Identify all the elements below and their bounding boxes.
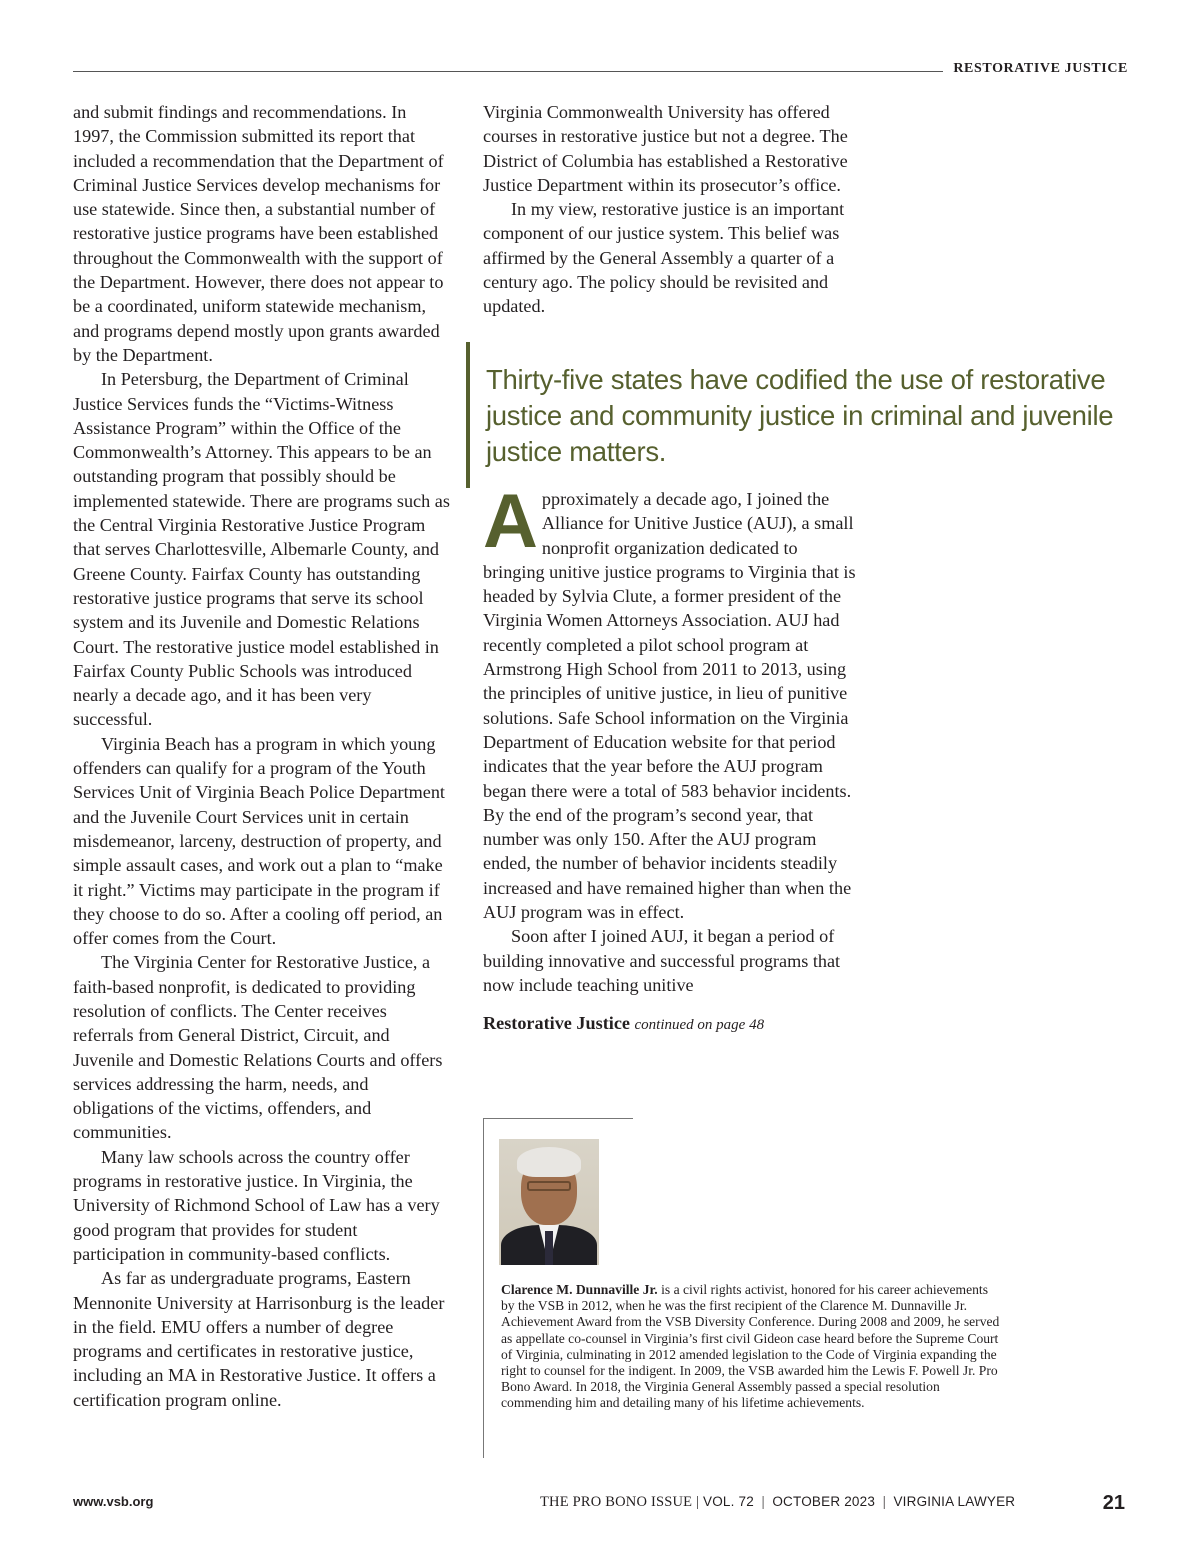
continued-note <box>483 1011 861 1037</box>
photo-glasses <box>527 1181 571 1191</box>
paragraph: The Virginia Center for Restorative Justice, a faith-based nonprofit, is dedicated to providing resolution of conflicts. The Center receives referrals from General District, Circuit, and Juvenile and Domestic Relations Courts and offers services addressing the harm, needs, and obligations of the victims, offenders, and communities. <box>73 952 443 1143</box>
article-column-mid-lower <box>483 479 861 1038</box>
paragraph: As far as undergraduate programs, Eastern Mennonite University at Harrisonburg is the leader in the field. EMU offers a number of degree programs and certificates in restorative justice, including an MA in Restorative Justice. It offers a certification program online. <box>73 1268 445 1410</box>
article-column-mid <box>483 100 861 319</box>
page-number: 21 <box>1102 1492 1125 1514</box>
author-photo <box>499 1139 599 1265</box>
footer-volume: VOL. 72 <box>703 1494 754 1509</box>
paragraph <box>483 479 861 924</box>
author-bio-text: is a civil rights activist, honored for his career achievements by the VSB in 2012, when he was the first recipient of the Clarence M. Dunnaville Jr. Achievement Award from the VSB Diversity Conference. During 2008 and 2009, he served as appellate co-counsel in Virginia’s first civil Gideon case heard before the Supreme Court of Virginia, culminating in 2012 amended legislation to the Code of Virginia expanding the right to counsel for the indigent. In 2009, the VSB awarded him the Lewis F. Powell Jr. Pro Bono Award. In 2018, the Virginia General Assembly passed a special resolution commending him and detailing many of his lifetime achievements. <box>501 1282 1000 1411</box>
continued-title: Restorative Justice <box>483 1013 630 1034</box>
footer-publication: VIRGINIA LAWYER <box>893 1494 1016 1509</box>
article-column-left <box>73 100 451 1412</box>
bio-rule-top <box>483 1118 633 1119</box>
photo-tie <box>545 1231 553 1265</box>
paragraph-text: pproximately a decade ago, I joined the Alliance for Unitive Justice (AUJ), a small nonprofit organization dedicated to bringing unitive justice programs to Virginia that is headed by Sylvia Clute, a former president of the Virginia Women Attorneys Association. AUJ had recently completed a pilot school program at Armstrong High School from 2011 to 2013, using the principles of unitive justice, in lieu of punitive solutions. Safe School information on the Virginia Department of Education website for that period indicates that the year before the AUJ program began there were a total of 583 behavior incidents. By the end of the program’s second year, that number was only 150. After the AUJ program ended, the number of behavior incidents steadily increased and have remained higher than when the AUJ program was in effect. <box>483 489 856 923</box>
paragraph: In Petersburg, the Department of Criminal Justice Services funds the “Victims-Witness Assistance Program” within the Office of the Commonwealth’s Attorney. This appears to be an outstanding program that possibly should be implemented statewide. There are programs such as the Central Virginia Restorative Justice Program that serves Charlottesville, Albemarle County, and Greene County. Fairfax County has outstanding restorative justice programs that serve its school system and its Juvenile and Domestic Relations Court. The restorative justice model established in Fairfax County Public Schools was introduced nearly a decade ago, and it has been very successful. <box>73 369 450 730</box>
paragraph: Many law schools across the country offer programs in restorative justice. In Virginia, the University of Richmond School of Law has a very good program that provides for student participation in community-based conflicts. <box>73 1146 440 1264</box>
bio-rule-left <box>483 1118 484 1458</box>
footer-website: www.vsb.org <box>73 1494 154 1509</box>
paragraph: Virginia Commonwealth University has offered courses in restorative justice but not a degree. The District of Columbia has established a Restorative Justice Department within its prosecutor’s office. <box>483 102 848 195</box>
continued-page: continued on page 48 <box>634 1017 765 1034</box>
author-name: Clarence M. Dunnaville Jr. <box>501 1282 658 1297</box>
paragraph: In my view, restorative justice is an important component of our justice system. This belief was affirmed by the General Assembly a quarter of a century ago. The policy should be revisited and updated. <box>483 199 845 317</box>
author-bio <box>501 1282 1001 1412</box>
photo-hair <box>517 1147 581 1177</box>
drop-cap: A <box>483 479 538 564</box>
paragraph: and submit findings and recommendations. In 1997, the Commission submitted its report that included a recommendation that the Department of Criminal Justice Services develop mechanisms for use statewide. Since then, a substantial number of restorative justice programs have been established throughout the Commonwealth with the support of the Department. However, there does not appear to be a coordinated, uniform statewide mechanism, and programs depend mostly upon grants awarded by the Department. <box>73 102 444 365</box>
footer-issue-info: THE PRO BONO ISSUE | VOL. 72 | OCTOBER 2023 | VIRGINIA LAWYER <box>540 1494 1016 1510</box>
footer-issue: THE PRO BONO ISSUE <box>540 1494 693 1510</box>
footer-date: OCTOBER 2023 <box>772 1494 876 1509</box>
section-label: RESTORATIVE JUSTICE <box>953 61 1128 76</box>
header-rule <box>73 71 943 72</box>
paragraph: Virginia Beach has a program in which young offenders can qualify for a program of the Youth Services Unit of Virginia Beach Police Department and the Juvenile Court Services unit in certain misdemeanor, larceny, destruction of property, and simple assault cases, and work out a plan to “make it right.” Victims may participate in the program if they choose to do so. After a cooling off period, an offer comes from the Court. <box>73 733 445 949</box>
pull-quote: Thirty-five states have codified the use of restorative justice and community justice in criminal and juvenile justice matters. <box>466 342 1166 488</box>
paragraph: Soon after I joined AUJ, it began a period of building innovative and successful programs that now include teaching unitive <box>483 926 841 995</box>
